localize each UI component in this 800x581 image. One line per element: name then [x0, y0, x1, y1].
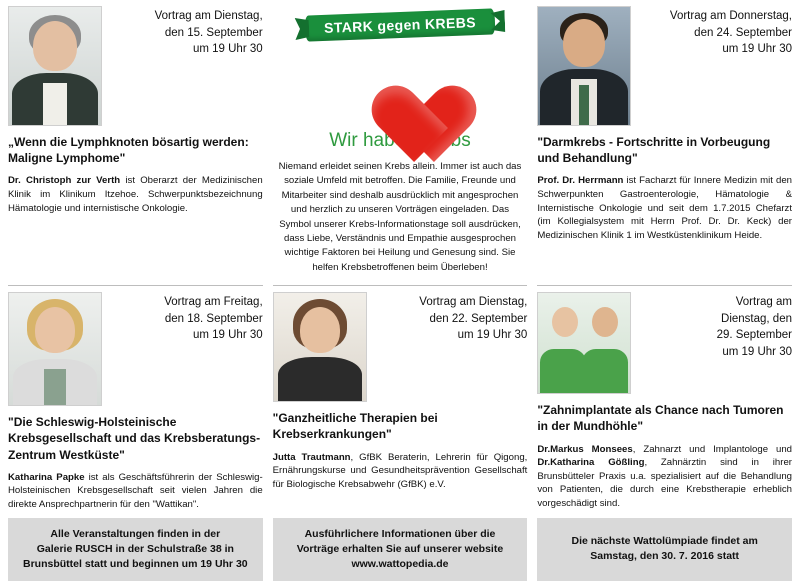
talk-bio	[8, 174, 263, 215]
bottom-row	[8, 292, 792, 511]
talk-bio	[537, 174, 792, 242]
talk-card-ganzheitliche-therapien	[273, 292, 528, 511]
intro-paragraph: Niemand erleidet seinen Krebs allein. Immer ist auch das soziale Umfeld mit betroffen. Die Familie, Freunde und Mitarbeiter sind deshalb ausdrücklich mit angesprochen und herzlich zu unseren Vorträgen eingeladen. Das Symbol unserer Krebs-Informationstage soll ausdrücken, dass Liebe, Verständnis und Empathie ausgesprochen wichtige Faktoren bei Heilung und Genesung sind. Sie helfen Krebsbetroffenen beim Überleben!	[278, 161, 522, 273]
talk-title: "Ganzheitliche Therapien bei Krebserkrankungen"	[272, 411, 438, 442]
ribbon-banner	[305, 6, 495, 44]
talk-header	[8, 292, 263, 406]
divider	[273, 285, 528, 286]
talk-datetime: Vortrag am Freitag, den 18. September um 19 Uhr 30	[164, 296, 263, 342]
talk-card-zahnimplantate	[537, 292, 792, 511]
talk-bio-text: ist als Geschäftsführerin der Schleswig-Holsteinischen Krebsgesellschaft seit vielen Jahren die direkte Ansprechpartnerin für den "Wattikan".	[8, 471, 263, 510]
footer-line: Die nächste Wattolümpiade findet am	[571, 535, 758, 548]
talk-datetime: Vortrag am Dienstag, den 29. September um 19 Uhr 30	[716, 296, 792, 359]
logo-block	[273, 6, 528, 128]
talk-title: "Darmkrebs - Fortschritte in Vorbeugung und Behandlung"	[537, 135, 771, 166]
talk-bio	[273, 451, 528, 492]
talk-datetime: Vortrag am Dienstag, den 15. September um 19 Uhr 30	[154, 10, 263, 56]
portrait-photo-zur-verth	[8, 6, 102, 126]
footer-line: Galerie RUSCH in der Schulstraße 38 in	[36, 542, 234, 555]
portrait-photo-papke	[8, 292, 102, 406]
footer-wattolympiade-banner	[537, 518, 792, 581]
talk-header	[537, 292, 792, 394]
ribbon-label: STARK gegen KREBS	[323, 14, 477, 36]
talk-speaker: Katharina Papke	[8, 471, 85, 483]
talk-header	[273, 292, 528, 402]
talk-card-lymphome	[8, 6, 263, 275]
talk-speaker: Dr. Christoph zur Verth	[8, 175, 121, 187]
divider-row	[8, 279, 792, 292]
portrait-photo-trautmann	[273, 292, 367, 402]
footer-venue-banner	[8, 518, 263, 581]
portrait-photo-herrmann	[537, 6, 631, 126]
talk-title: „Wenn die Lymphknoten bösartig werden: Maligne Lymphome"	[8, 135, 249, 166]
logo-and-intro	[273, 6, 528, 275]
footer-website-url[interactable]: www.wattopedia.de	[351, 557, 449, 570]
footer-website-banner	[273, 518, 528, 581]
talk-bio-text: ist Facharzt für Innere Medizin mit den Schwerpunkten Gastroenterologie, Hämatologie & Internistische Onkologie und seit dem 1.7.2015 Chefarzt (im Kollegialsystem mit Herrn Prof. Dr. Dr. Keck) der Medizinischen Klinik 1 im Westküstenklinikum Heide.	[537, 175, 792, 241]
talk-datetime: Vortrag am Dienstag, den 22. September um 19 Uhr 30	[419, 296, 528, 342]
footer-banners	[8, 518, 792, 581]
footer-line: Vorträge erhalten Sie auf unserer website	[296, 542, 504, 555]
two-person-photo-monsees-goessling	[537, 292, 631, 394]
talk-bio-part-1: , Zahnarzt und Implantologe und	[632, 443, 792, 455]
talk-title: "Zahnimplantate als Chance nach Tumoren in der Mundhöhle"	[537, 403, 784, 434]
talk-card-darmkrebs	[537, 6, 792, 275]
talk-speaker-2: Dr.Katharina Gößling	[537, 457, 645, 469]
talk-header	[8, 6, 263, 126]
talk-speaker: Prof. Dr. Herrmann	[537, 175, 624, 187]
talk-bio-text: ist Oberarzt der Medizinischen Klinik im Klinikum Itzehoe. Schwerpunktsbezeichnung Hämatologie und internistische Onkologie.	[8, 175, 263, 214]
page-title: Wir haben Krebs	[329, 130, 471, 151]
talk-bio	[8, 471, 263, 512]
talk-speaker: Jutta Trautmann	[272, 451, 351, 463]
talk-bio	[537, 443, 792, 511]
footer-line: Ausführlichere Informationen über die	[304, 527, 496, 540]
talk-header	[537, 6, 792, 126]
talk-datetime: Vortrag am Donnerstag, den 24. September um 19 Uhr 30	[669, 10, 792, 56]
heart-icon	[352, 48, 448, 132]
talk-speaker-1: Dr.Markus Monsees	[537, 443, 633, 455]
footer-line: Brunsbüttel statt und beginnen um 19 Uhr 30	[23, 557, 248, 570]
divider	[537, 285, 792, 286]
talk-title: "Die Schleswig-Holsteinische Krebsgesellschaft und das Krebsberatungs-Zentrum Westküste"	[8, 415, 261, 462]
divider	[8, 285, 263, 286]
talk-card-krebsgesellschaft	[8, 292, 263, 511]
footer-line: Alle Veranstaltungen finden in der	[50, 527, 221, 540]
talk-bio-part-2: , Zahnärztin sind in ihrer Brunsbütteler Praxis u.a. spezialisiert auf die Behandlung von Patienten, die durch eine Krebstherapie erheblich vorgeschädigt sind.	[537, 457, 792, 509]
footer-line: Samstag, den 30. 7. 2016 statt	[590, 550, 740, 563]
talk-bio-text: , GfBK Beraterin, Lehrerin für Qigong, Ernährungskurse und Gesundheitsprävention Gesellschaft für Biologische Krebsabwehr (GfBK) e.V.	[272, 451, 528, 490]
top-row	[8, 6, 792, 275]
